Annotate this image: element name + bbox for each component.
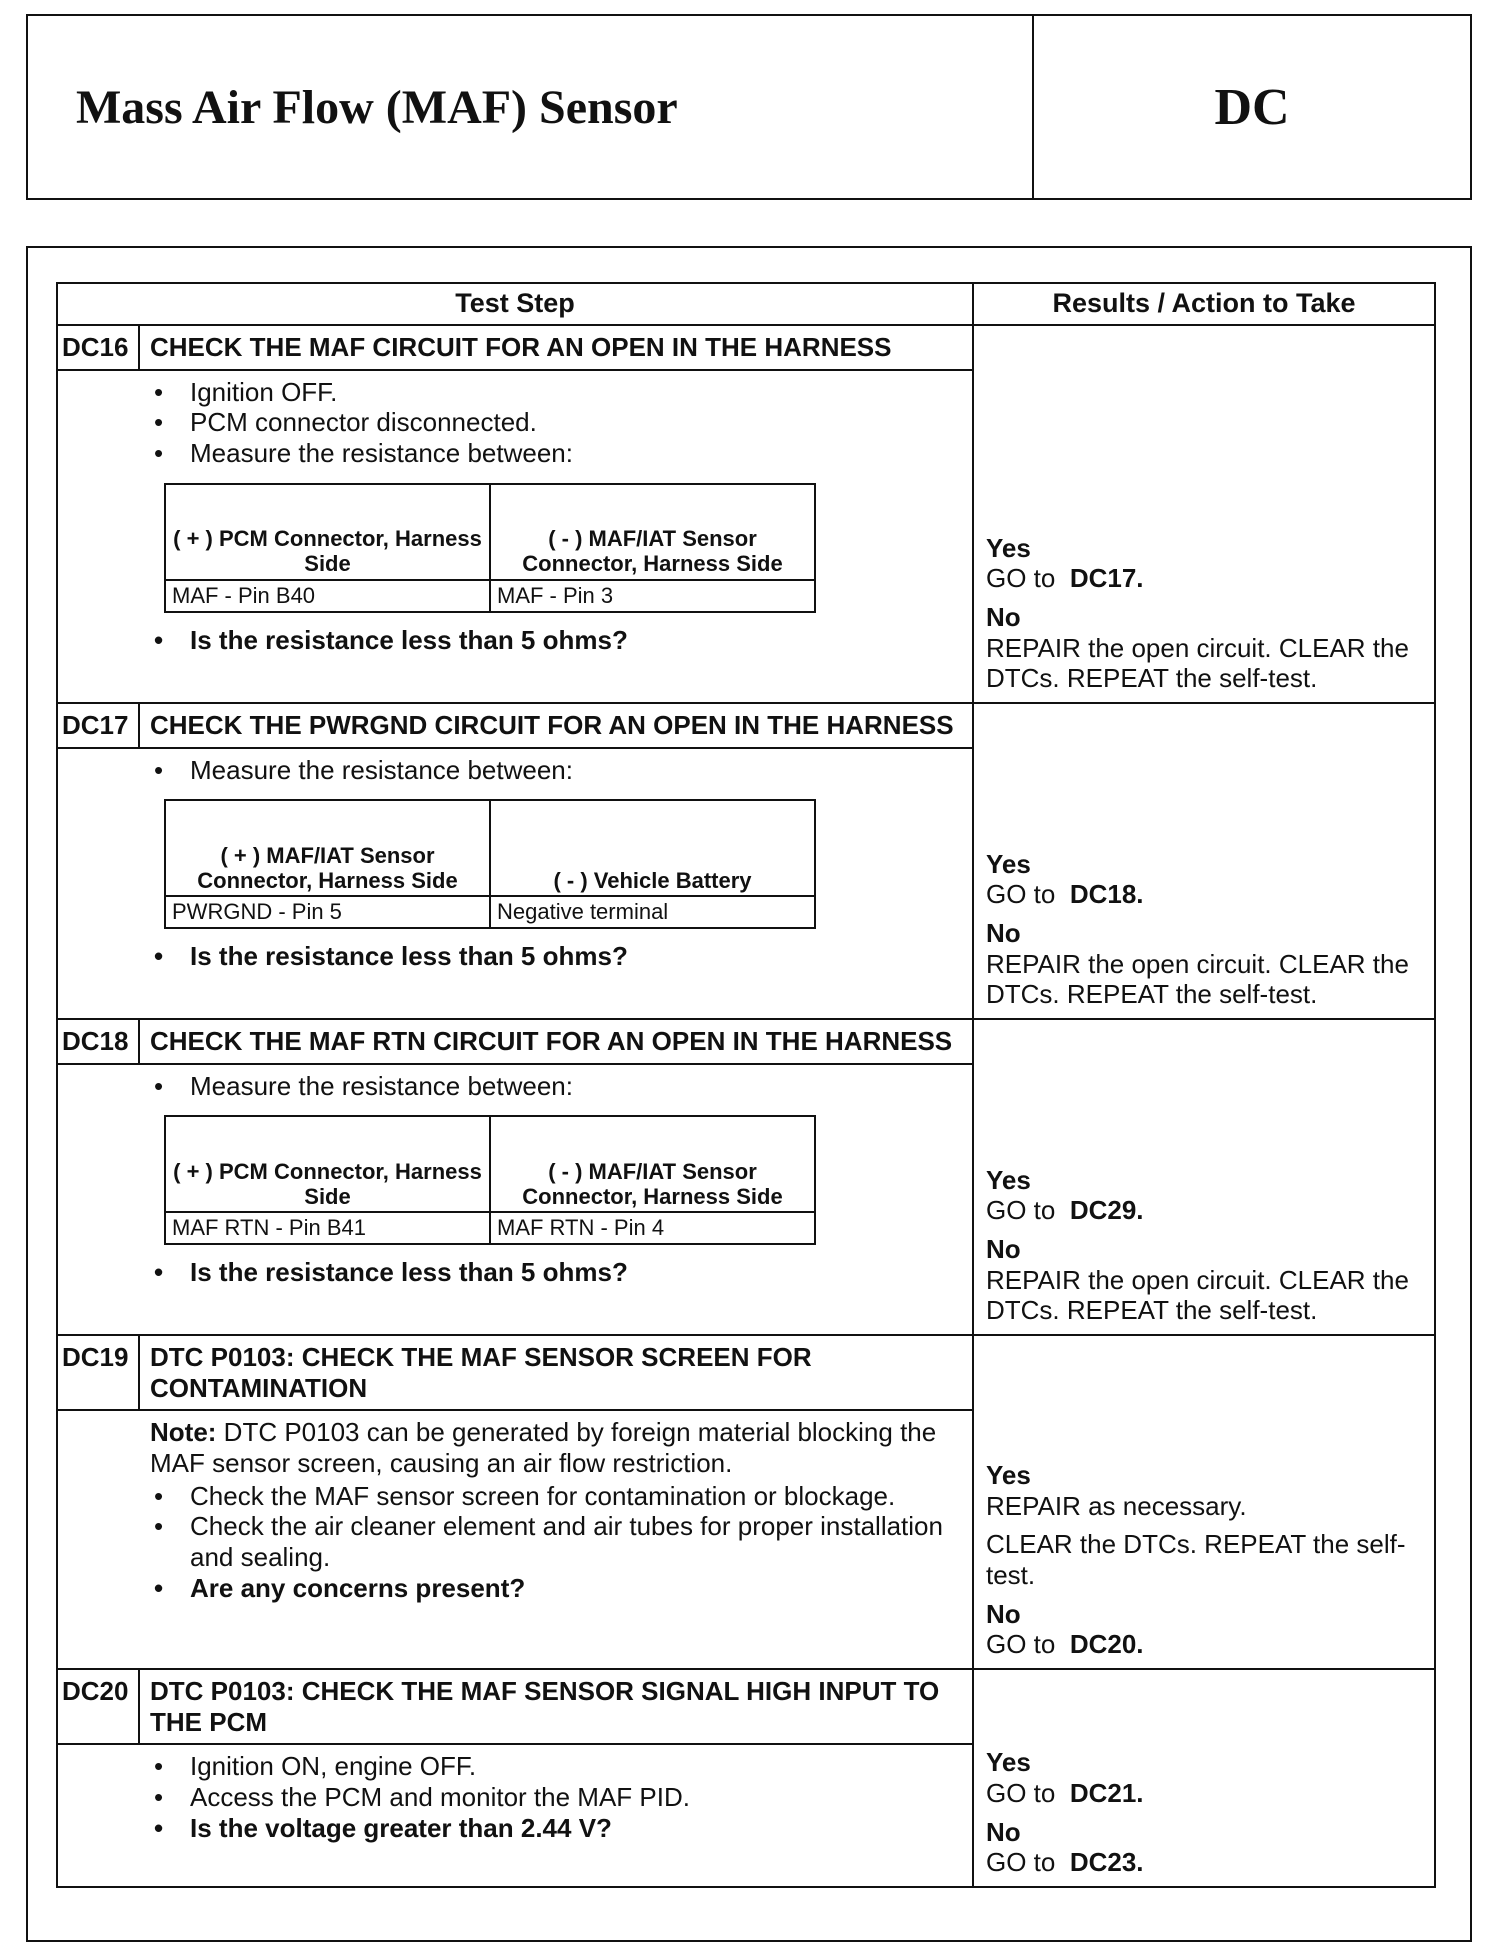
col-test-step-header: Test Step (57, 283, 973, 325)
step-id: DC17 (58, 704, 140, 747)
page-title: Mass Air Flow (MAF) Sensor (28, 16, 1034, 198)
pin-table-header-positive: ( + ) PCM Connector, Harness Side (165, 1116, 490, 1212)
test-step-cell (57, 325, 973, 703)
result-yes-action: GO to DC18. (986, 879, 1144, 910)
step-body (58, 371, 972, 662)
result-yes-label: Yes (986, 532, 1031, 563)
step-title: DTC P0103: CHECK THE MAF SENSOR SIGNAL HIGH INPUT TO THE PCM (150, 1676, 940, 1737)
test-step-row (57, 1019, 1435, 1335)
col-results-header: Results / Action to Take (973, 283, 1435, 325)
step-id: DC19 (58, 1336, 140, 1409)
step-header (58, 1020, 972, 1065)
test-step-row (57, 703, 1435, 1019)
step-title: CHECK THE MAF CIRCUIT FOR AN OPEN IN THE HARNESS (150, 332, 892, 362)
test-step-table (56, 282, 1436, 1888)
test-step-cell (57, 703, 973, 1019)
step-question: • Is the voltage greater than 2.44 V? (150, 1813, 962, 1844)
result-yes-label: Yes (986, 848, 1031, 879)
pin-table (164, 1115, 816, 1245)
test-step-row (57, 1669, 1435, 1887)
pin-table-cell: PWRGND - Pin 5 (165, 896, 490, 928)
result-yes-label: Yes (986, 1459, 1031, 1490)
result-no-action: REPAIR the open circuit. CLEAR the DTCs. REPEAT the self-test. (986, 948, 1409, 1010)
step-bullets (150, 1481, 962, 1604)
result-cell (973, 703, 1435, 1019)
result-yes-label: Yes (986, 1747, 1031, 1778)
page-header (26, 14, 1472, 200)
test-step-cell (57, 1669, 973, 1887)
step-id: DC20 (58, 1670, 140, 1743)
result-cell (973, 1335, 1435, 1669)
step-question: • Is the resistance less than 5 ohms? (150, 1257, 962, 1288)
pin-table-header-negative: ( - ) MAF/IAT Sensor Connector, Harness Side (490, 1116, 815, 1212)
result-yes-action: GO to DC29. (986, 1195, 1144, 1226)
result-no-label: No (986, 917, 1021, 948)
pin-table-cell: MAF RTN - Pin B41 (165, 1212, 490, 1244)
result-no-label: No (986, 1233, 1021, 1264)
step-bullets (150, 377, 962, 469)
pin-table-cell: Negative terminal (490, 896, 815, 928)
pin-table-header-negative: ( - ) Vehicle Battery (490, 800, 815, 896)
section-code: DC (1214, 78, 1290, 136)
result-yes-action: GO to DC21. (986, 1777, 1144, 1808)
step-note: Note: DTC P0103 can be generated by foreign material blocking the MAF sensor screen, causing an air flow restriction. (150, 1417, 937, 1479)
step-bullet: • Measure the resistance between: (150, 438, 962, 469)
step-header (58, 326, 972, 371)
result-no-label: No (986, 601, 1021, 632)
step-bullet: • Ignition ON, engine OFF. (150, 1751, 962, 1782)
table-header-row (57, 283, 1435, 325)
test-step-cell (57, 1335, 973, 1669)
step-id: DC16 (58, 326, 140, 369)
result-yes-action-2: CLEAR the DTCs. REPEAT the self-test. (986, 1529, 1406, 1590)
result-no-action: REPAIR the open circuit. CLEAR the DTCs. REPEAT the self-test. (986, 632, 1409, 694)
result-yes-action: REPAIR as necessary. (986, 1490, 1247, 1521)
result-cell (973, 1019, 1435, 1335)
result-no-action: GO to DC23. (986, 1847, 1144, 1878)
step-header (58, 704, 972, 749)
step-question: • Is the resistance less than 5 ohms? (150, 625, 962, 656)
step-bullet: • Measure the resistance between: (150, 755, 962, 786)
step-bullets (150, 1751, 962, 1843)
result-yes-action: GO to DC17. (986, 563, 1144, 594)
pin-table-cell: MAF - Pin 3 (490, 580, 815, 612)
pin-table-header-positive: ( + ) MAF/IAT Sensor Connector, Harness Side (165, 800, 490, 896)
result-no-action: GO to DC20. (986, 1629, 1144, 1660)
pin-table (164, 483, 816, 613)
step-bullets (150, 1071, 962, 1102)
step-body (58, 1745, 972, 1849)
step-bullet: • Access the PCM and monitor the MAF PID. (150, 1782, 962, 1813)
step-bullet: • PCM connector disconnected. (150, 407, 962, 438)
pin-table-cell: MAF - Pin B40 (165, 580, 490, 612)
step-question: • Are any concerns present? (150, 1573, 962, 1604)
step-title: DTC P0103: CHECK THE MAF SENSOR SCREEN FOR CONTAMINATION (150, 1342, 812, 1403)
step-title: CHECK THE PWRGND CIRCUIT FOR AN OPEN IN THE HARNESS (150, 710, 954, 740)
result-cell (973, 1669, 1435, 1887)
result-yes-label: Yes (986, 1164, 1031, 1195)
result-no-label: No (986, 1816, 1021, 1847)
pin-table (164, 799, 816, 929)
pin-table-header-positive: ( + ) PCM Connector, Harness Side (165, 484, 490, 580)
test-step-row (57, 325, 1435, 703)
step-id: DC18 (58, 1020, 140, 1063)
step-body (58, 1411, 972, 1609)
step-title: CHECK THE MAF RTN CIRCUIT FOR AN OPEN IN THE HARNESS (150, 1026, 953, 1056)
test-step-row (57, 1335, 1435, 1669)
step-bullet: • Measure the resistance between: (150, 1071, 962, 1102)
step-bullet: • Check the air cleaner element and air tubes for proper installation and sealing. (150, 1511, 962, 1572)
result-cell (973, 325, 1435, 703)
step-bullet: • Ignition OFF. (150, 377, 962, 408)
step-bullets (150, 755, 962, 786)
step-body (58, 1065, 972, 1294)
pin-table-cell: MAF RTN - Pin 4 (490, 1212, 815, 1244)
step-question: • Is the resistance less than 5 ohms? (150, 941, 962, 972)
pin-table-header-negative: ( - ) MAF/IAT Sensor Connector, Harness Side (490, 484, 815, 580)
test-step-cell (57, 1019, 973, 1335)
step-header (58, 1670, 972, 1745)
result-no-action: REPAIR the open circuit. CLEAR the DTCs. REPEAT the self-test. (986, 1264, 1409, 1326)
step-body (58, 749, 972, 978)
result-no-label: No (986, 1598, 1021, 1629)
step-header (58, 1336, 972, 1411)
step-bullet: • Check the MAF sensor screen for contamination or blockage. (150, 1481, 962, 1512)
